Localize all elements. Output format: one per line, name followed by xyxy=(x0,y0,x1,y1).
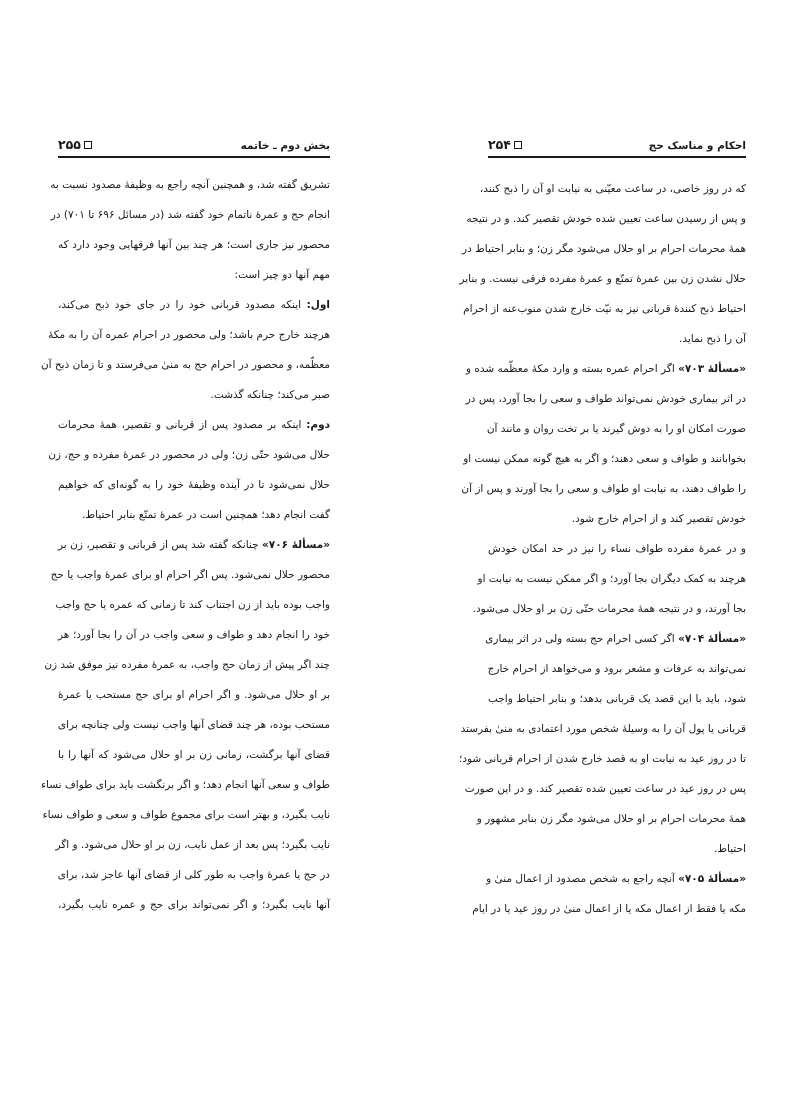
text-line xyxy=(465,354,746,384)
square-ornament-icon xyxy=(514,141,522,149)
right-page xyxy=(458,0,746,1100)
text-line xyxy=(58,290,330,320)
page-header xyxy=(58,124,330,158)
text-line xyxy=(58,740,330,770)
text-line xyxy=(55,830,330,860)
text-line xyxy=(485,624,746,654)
text-line xyxy=(488,864,746,894)
page-number-group xyxy=(488,137,522,152)
text-line xyxy=(463,444,746,474)
text-line xyxy=(58,410,330,440)
text-line xyxy=(459,264,746,294)
line-text: مکه یا فقط از اعمال مکه یا از اعمال منیٰ در روز عید یا در ایام xyxy=(472,903,746,915)
text-line xyxy=(58,500,330,530)
line-text: تا در روز عید به نیابت او به قصد خارج شدن از احرام قربانی شود؛ xyxy=(458,753,746,765)
text-line xyxy=(488,654,746,684)
line-text: آنچه راجع به شخص مصدود از اعمال منیٰ و xyxy=(486,873,679,885)
issue-label: «مسألهٔ ۷۰۶» xyxy=(262,539,330,551)
line-text: بجا آورند، و در نتیجه همهٔ محرمات حتّی زن بر او حلال می‌شود. xyxy=(472,603,746,615)
page-header xyxy=(488,124,746,158)
text-line xyxy=(58,530,330,560)
text-line xyxy=(58,380,330,410)
issue-label: «مسألهٔ ۷۰۴» xyxy=(678,633,746,645)
line-text: حلال می‌شود حتّی زن؛ ولی در محصور در عمرهٔ مفرده و حج، زن xyxy=(48,449,330,461)
text-line xyxy=(58,890,330,920)
text-line xyxy=(472,594,746,624)
line-text: مهم آنها دو چیز است: xyxy=(234,269,330,281)
line-text: قضای آنها برگشت، زمانی زن بر او حلال می‌شود که آنها را با xyxy=(58,749,330,761)
running-title: احکام و مناسک حج xyxy=(648,140,746,152)
line-text: را طواف دهند، به نیابت او طواف و سعی را بجا آورند و پس از آن xyxy=(461,483,746,495)
line-text: پس در روز عید در ساعت تعیین شده تقصیر کند. و در این صورت xyxy=(464,783,746,795)
line-text: در حج یا عمرهٔ واجب به طور کلی از قضای آنها عاجز شد، برای xyxy=(57,869,330,881)
text-line xyxy=(488,414,746,444)
line-text: اینکه مصدود قربانی خود را در جای خود ذبح می‌کند، xyxy=(58,299,307,311)
line-text: محصور نیز جاری است؛ هر چند بین آنها فرقهایی وجود دارد که xyxy=(58,239,330,251)
line-text: قربانی یا پول آن را به وسیلهٔ شخص مورد اعتمادی به منیٰ بفرستد xyxy=(460,723,746,735)
page-number: ۲۵۴ xyxy=(488,137,511,152)
line-text: خود را انجام دهد و طواف و سعی واجب در آن را بجا آورد؛ هر xyxy=(58,629,330,641)
text-line xyxy=(476,804,746,834)
text-line xyxy=(488,534,746,564)
line-text: نمی‌تواند به عرفات و مشعر برود و می‌خواهد از احرام خارج xyxy=(487,663,746,675)
text-line xyxy=(458,744,746,774)
line-text: طواف و سعی آنها انجام دهد؛ و اگر برنگشت باید برای طواف نساء xyxy=(41,779,330,791)
line-text: آنها نایب بگیرد؛ و اگر نمی‌تواند برای حج و عمره نایب بگیرد، xyxy=(58,899,330,911)
page-number: ۲۵۵ xyxy=(58,137,81,152)
line-text: هرچند خارج حرم باشد؛ ولی محصور در احرام عمره آن را به مکهٔ xyxy=(48,329,330,341)
square-ornament-icon xyxy=(84,141,92,149)
text-line xyxy=(463,294,746,324)
text-line xyxy=(58,260,330,290)
text-line xyxy=(477,564,746,594)
text-line xyxy=(58,470,330,500)
text-line xyxy=(42,800,330,830)
line-text: در اثر بیماری خودش نمی‌تواند طواف و سعی را بجا آورد، پس در xyxy=(465,393,746,405)
line-text: تشریق گفته شد، و همچنین آنچه راجع به وظیفهٔ مصدود نسبت به xyxy=(50,179,330,191)
line-text: واجب بوده باید از زن اجتناب کند تا زمانی که عمره یا حج واجب xyxy=(55,599,330,611)
text-line xyxy=(50,560,330,590)
line-text: چنانکه گفته شد پس از قربانی و تقصیر، زن بر xyxy=(58,539,262,551)
page-number-group xyxy=(58,137,92,152)
text-line xyxy=(58,620,330,650)
line-text: نایب بگیرد؛ پس بعد از عمل نایب، زن بر او حلال می‌شود. و اگر xyxy=(55,839,330,851)
issue-label: «مسألهٔ ۷۰۳» xyxy=(678,363,746,375)
text-line xyxy=(466,204,746,234)
line-text: اگر احرام عمره بسته و وارد مکهٔ معظّمه شده و xyxy=(465,363,679,375)
text-line xyxy=(460,714,746,744)
line-text: احتیاط ذبح کنندهٔ قربانی نیز به نیّت خارج شدن منوب‌عنه از احرام xyxy=(463,303,746,315)
line-text: حلال نشدن زن بین عمرهٔ تمتّع و عمرهٔ مفرده فرقی نیست. و بنابر xyxy=(459,273,746,285)
line-text: گفت انجام دهد؛ همچنین است در عمرهٔ تمتّع بنابر احتیاط. xyxy=(82,509,330,521)
line-text: انجام حج و عمرهٔ ناتمام خود گفته شد (در مسائل ۶۹۶ تا ۷۰۱) در xyxy=(50,209,330,221)
line-text: خودش تقصیر کند و از احرام خارج شود. xyxy=(571,513,746,525)
text-line xyxy=(48,440,330,470)
text-line xyxy=(41,770,330,800)
text-line xyxy=(55,590,330,620)
text-line xyxy=(488,834,746,864)
line-text: صورت امکان او را به دوش گیرند یا بر تخت روان و مانند آن xyxy=(486,423,746,435)
text-line xyxy=(40,350,330,380)
text-line xyxy=(58,860,330,890)
issue-label: دوم: xyxy=(306,419,330,431)
text-line xyxy=(44,650,330,680)
text-line xyxy=(462,234,746,264)
text-line xyxy=(464,774,746,804)
line-text: بخوابانند و طواف و سعی دهند؛ و اگر به هیچ گونه ممکن نیست او xyxy=(463,453,746,465)
issue-label: «مسألهٔ ۷۰۵» xyxy=(678,873,746,885)
left-page xyxy=(40,0,330,1100)
line-text: هرچند به کمک دیگران بجا آورد؛ و اگر ممکن نیست به نیابت او xyxy=(477,573,746,585)
line-text: نایب بگیرد، و بهتر است برای مجموع طواف و سعی و طواف نساء xyxy=(42,809,330,821)
text-line xyxy=(465,384,746,414)
text-line xyxy=(461,474,746,504)
line-text: آن را ذبح نماید. xyxy=(679,333,746,345)
text-line xyxy=(58,710,330,740)
line-text: معظّمه، و محصور در احرام حج به منیٰ می‌فرستد و تا زمان ذبح آن xyxy=(40,359,330,371)
text-line xyxy=(48,320,330,350)
line-text: بر او حلال می‌شود. و اگر احرام او برای حج مستحب یا عمرهٔ xyxy=(58,689,330,701)
text-line xyxy=(472,894,746,924)
line-text: و پس از رسیدن ساعت تعیین شده خودش تقصیر کند. و در نتیجه xyxy=(466,213,746,225)
text-line xyxy=(479,174,746,204)
text-line xyxy=(50,200,330,230)
line-text: چند اگر پیش از زمان حج واجب، به عمرهٔ مفرده نیز موفق شد زن xyxy=(44,659,330,671)
text-line xyxy=(58,680,330,710)
running-title: بخش دوم ـ خاتمه xyxy=(240,140,330,152)
line-text: اینکه بر مصدود پس از قربانی و تقصیر، همهٔ محرمات xyxy=(58,419,307,431)
text-line xyxy=(488,324,746,354)
line-text: صبر می‌کند؛ چنانکه گذشت. xyxy=(210,389,330,401)
issue-label: اول: xyxy=(306,299,330,311)
page-body xyxy=(40,170,330,920)
line-text: احتیاط. xyxy=(714,843,746,855)
text-line xyxy=(58,230,330,260)
line-text: حلال نمی‌شود تا در آینده وظیفهٔ خود را به گونه‌ای که خواهیم xyxy=(58,479,330,491)
line-text: که در روز خاصی، در ساعت معیّنی به نیابت او آن را ذبح کنند، xyxy=(479,183,746,195)
text-line xyxy=(488,504,746,534)
line-text: شود، باید با این قصد یک قربانی بدهد؛ و بنابر احتیاط واجب xyxy=(488,693,746,705)
line-text: همهٔ محرمات احرام بر او حلال می‌شود مگر زن بنابر مشهور و xyxy=(476,813,746,825)
line-text: همهٔ محرمات احرام بر او حلال می‌شود مگر زن؛ و بنابر احتیاط در xyxy=(462,243,746,255)
line-text: محصور حلال نمی‌شود. پس اگر احرام او برای عمرهٔ واجب یا حج xyxy=(50,569,330,581)
page-body xyxy=(458,174,746,924)
line-text: اگر کسی احرام حج بسته ولی در اثر بیماری xyxy=(485,633,679,645)
line-text: مستحب بوده، هر چند قضای آنها واجب نیست ولی چنانچه برای xyxy=(57,719,330,731)
text-line xyxy=(488,684,746,714)
text-line xyxy=(50,170,330,200)
line-text: و در عمرهٔ مفرده طواف نساء را نیز در حد امکان خودش xyxy=(488,543,746,555)
